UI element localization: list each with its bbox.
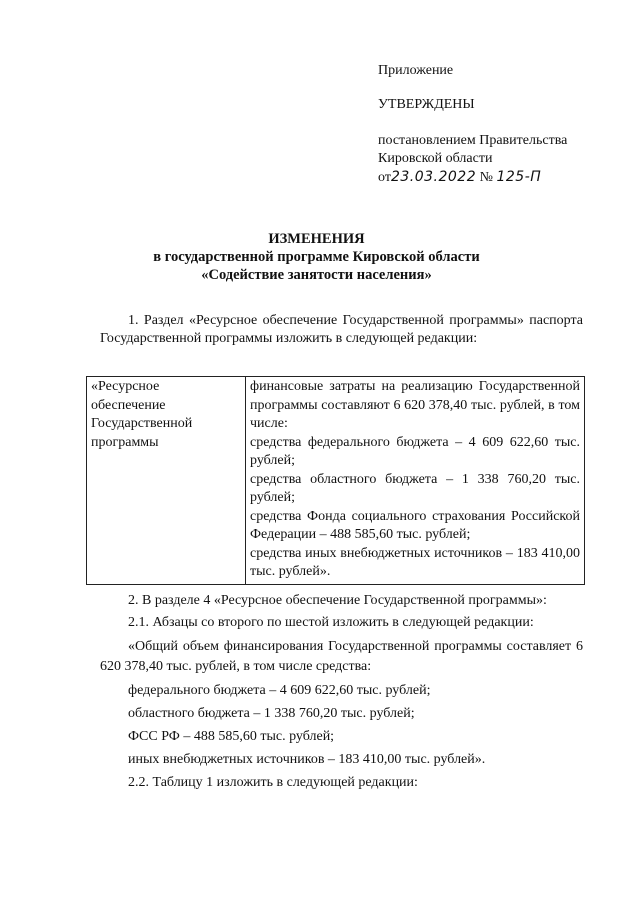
number-prefix: № (479, 170, 493, 185)
total-financing-text: финансовые затраты на реализацию Государственной программы составляют 6 620 378,40 тыс. рублей, в том числе: (250, 379, 580, 431)
resource-value-cell (246, 377, 585, 585)
item-2-2-paragraph: 2.2. Таблицу 1 изложить в следующей редакции: (128, 775, 418, 790)
item-1-paragraph: 1. Раздел «Ресурсное обеспечение Государственной программы» паспорта Государственной программы изложить в следующей редакции: (100, 313, 583, 346)
heading-line-2: в государственной программе Кировской области (153, 249, 480, 265)
federal-budget-text: средства федерального бюджета – 4 609 622,60 тыс. рублей; (250, 434, 580, 468)
quote-other-line: иных внебюджетных источников – 183 410,00 тыс. рублей». (128, 752, 486, 767)
other-sources-text: средства иных внебюджетных источников – 183 410,00 тыс. рублей». (250, 545, 580, 579)
table-row (87, 377, 585, 585)
quote-federal-line: федерального бюджета – 4 609 622,60 тыс. рублей; (128, 683, 431, 698)
decree-date: 23.03.2022 (390, 169, 477, 185)
decree-line-1: постановлением Правительства (378, 133, 568, 148)
item-2-paragraph: 2. В разделе 4 «Ресурсное обеспечение Государственной программы»: (128, 593, 547, 608)
resource-table (86, 376, 585, 585)
quote-total-paragraph: «Общий объем финансирования Государственной программы составляет 6 620 378,40 тыс. рублей, в том числе средства: (100, 639, 583, 674)
resource-label-cell (87, 377, 246, 585)
resource-label-line: обеспечение (91, 397, 166, 413)
quote-fss-line: ФСС РФ – 488 585,60 тыс. рублей; (128, 729, 335, 744)
heading-line-3: «Содействие занятости населения» (201, 267, 432, 283)
appendix-label: Приложение (378, 63, 454, 78)
resource-label-line: «Ресурсное (91, 379, 160, 394)
document-heading (0, 230, 633, 284)
decree-date-line (378, 168, 618, 187)
resource-label-line: программы (91, 434, 159, 450)
fss-text: средства Фонда социального страхования Российской Федерации – 488 585,60 тыс. рублей; (250, 508, 580, 542)
approval-block (378, 62, 618, 187)
resource-label-line: Государственной (91, 416, 193, 431)
decree-number: 125-П (496, 169, 542, 185)
quote-regional-line: областного бюджета – 1 338 760,20 тыс. рублей; (128, 706, 415, 721)
decree-line-2: Кировской области (378, 151, 493, 166)
heading-title: ИЗМЕНЕНИЯ (268, 231, 365, 247)
approved-label: УТВЕРЖДЕНЫ (378, 97, 475, 112)
regional-budget-text: средства областного бюджета – 1 338 760,20 тыс. рублей; (250, 471, 580, 505)
date-prefix: от (378, 170, 391, 185)
item-2-1-paragraph: 2.1. Абзацы со второго по шестой изложить в следующей редакции: (128, 615, 534, 630)
